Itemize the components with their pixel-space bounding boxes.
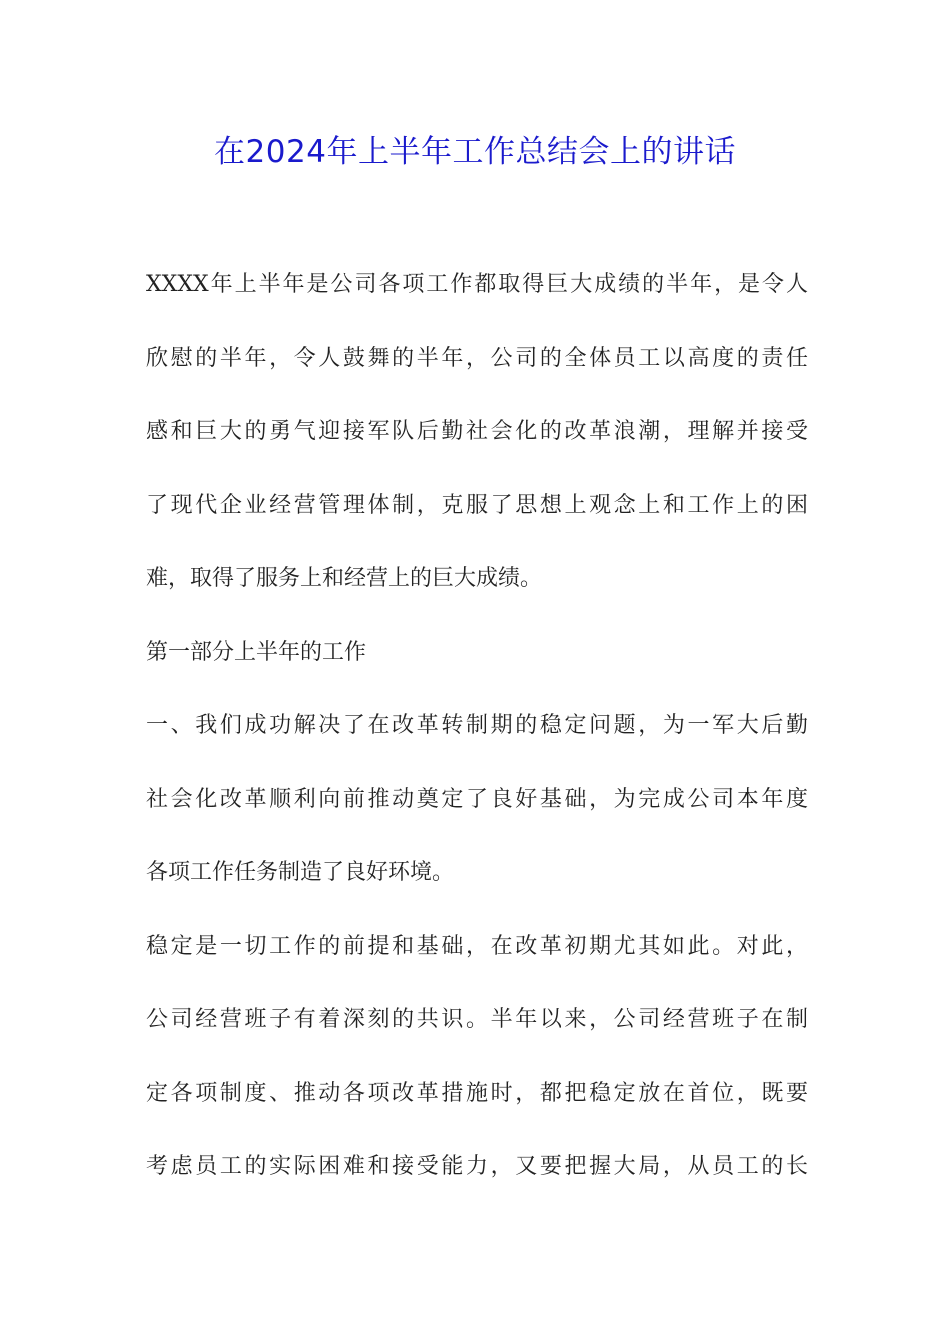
body-line: 稳定是一切工作的前提和基础，在改革初期尤其如此。对此， [146, 933, 808, 959]
body-line: 了现代企业经营管理体制，克服了思想上观念上和工作上的困 [146, 492, 808, 518]
body-line: 难，取得了服务上和经营上的巨大成绩。 [146, 566, 543, 591]
body-line: 公司经营班子有着深刻的共识。半年以来，公司经营班子在制 [146, 1007, 808, 1032]
section-heading: 第一部分上半年的工作 [146, 639, 367, 665]
body-line: 感和巨大的勇气迎接军队后勤社会化的改革浪潮，理解并接受 [146, 419, 808, 444]
body-line: 一、我们成功解决了在改革转制期的稳定问题，为一军大后勤 [146, 713, 808, 738]
document-title: 在2024年上半年工作总结会上的讲话 [214, 134, 736, 170]
body-line: 各项工作任务制造了良好环境。 [146, 860, 455, 885]
body-line: 欣慰的半年，令人鼓舞的半年，公司的全体员工以高度的责任 [146, 345, 808, 371]
body-line: 社会化改革顺利向前推动奠定了良好基础，为完成公司本年度 [146, 786, 808, 812]
body-line: 考虑员工的实际困难和接受能力，又要把握大局，从员工的长 [146, 1154, 808, 1179]
document-body [146, 260, 808, 1216]
body-line: XXXX年上半年是公司各项工作都取得巨大成绩的半年，是令人 [146, 272, 808, 297]
body-line: 定各项制度、推动各项改革措施时，都把稳定放在首位，既要 [146, 1080, 808, 1106]
